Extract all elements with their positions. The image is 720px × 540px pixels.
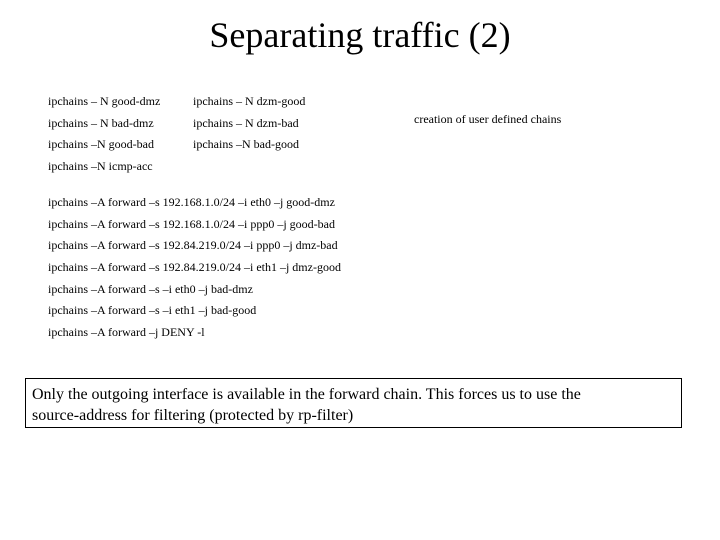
forward-rule: ipchains –A forward –s –i eth1 –j bad-good [48, 303, 257, 317]
create-chain-dzm-bad: ipchains – N dzm-bad [193, 116, 299, 130]
create-chain-good-bad: ipchains –N good-bad [48, 137, 154, 151]
callout-box [25, 378, 682, 428]
forward-rule: ipchains –A forward –s 192.168.1.0/24 –i ppp0 –j good-bad [48, 217, 335, 231]
create-chain-bad-good: ipchains –N bad-good [193, 137, 299, 151]
create-chain-icmp-acc: ipchains –N icmp-acc [48, 159, 153, 173]
forward-rule: ipchains –A forward –s 192.168.1.0/24 –i eth0 –j good-dmz [48, 195, 335, 209]
callout-line-2: source-address for filtering (protected by rp-filter) [32, 407, 354, 424]
create-chain-good-dmz: ipchains – N good-dmz [48, 94, 161, 108]
forward-rule: ipchains –A forward –s 192.84.219.0/24 –i eth1 –j dmz-good [48, 260, 341, 274]
create-chain-dzm-good: ipchains – N dzm-good [193, 94, 306, 108]
forward-rule: ipchains –A forward –s 192.84.219.0/24 –i ppp0 –j dmz-bad [48, 238, 338, 252]
chain-creation-note: creation of user defined chains [414, 112, 562, 126]
forward-rule-deny: ipchains –A forward –j DENY -l [48, 325, 205, 339]
create-chain-bad-dmz: ipchains – N bad-dmz [48, 116, 154, 130]
callout-line-1: Only the outgoing interface is available in the forward chain. This forces us to use the [32, 386, 581, 403]
forward-rule: ipchains –A forward –s –i eth0 –j bad-dmz [48, 282, 253, 296]
slide-title: Separating traffic (2) [209, 15, 511, 55]
